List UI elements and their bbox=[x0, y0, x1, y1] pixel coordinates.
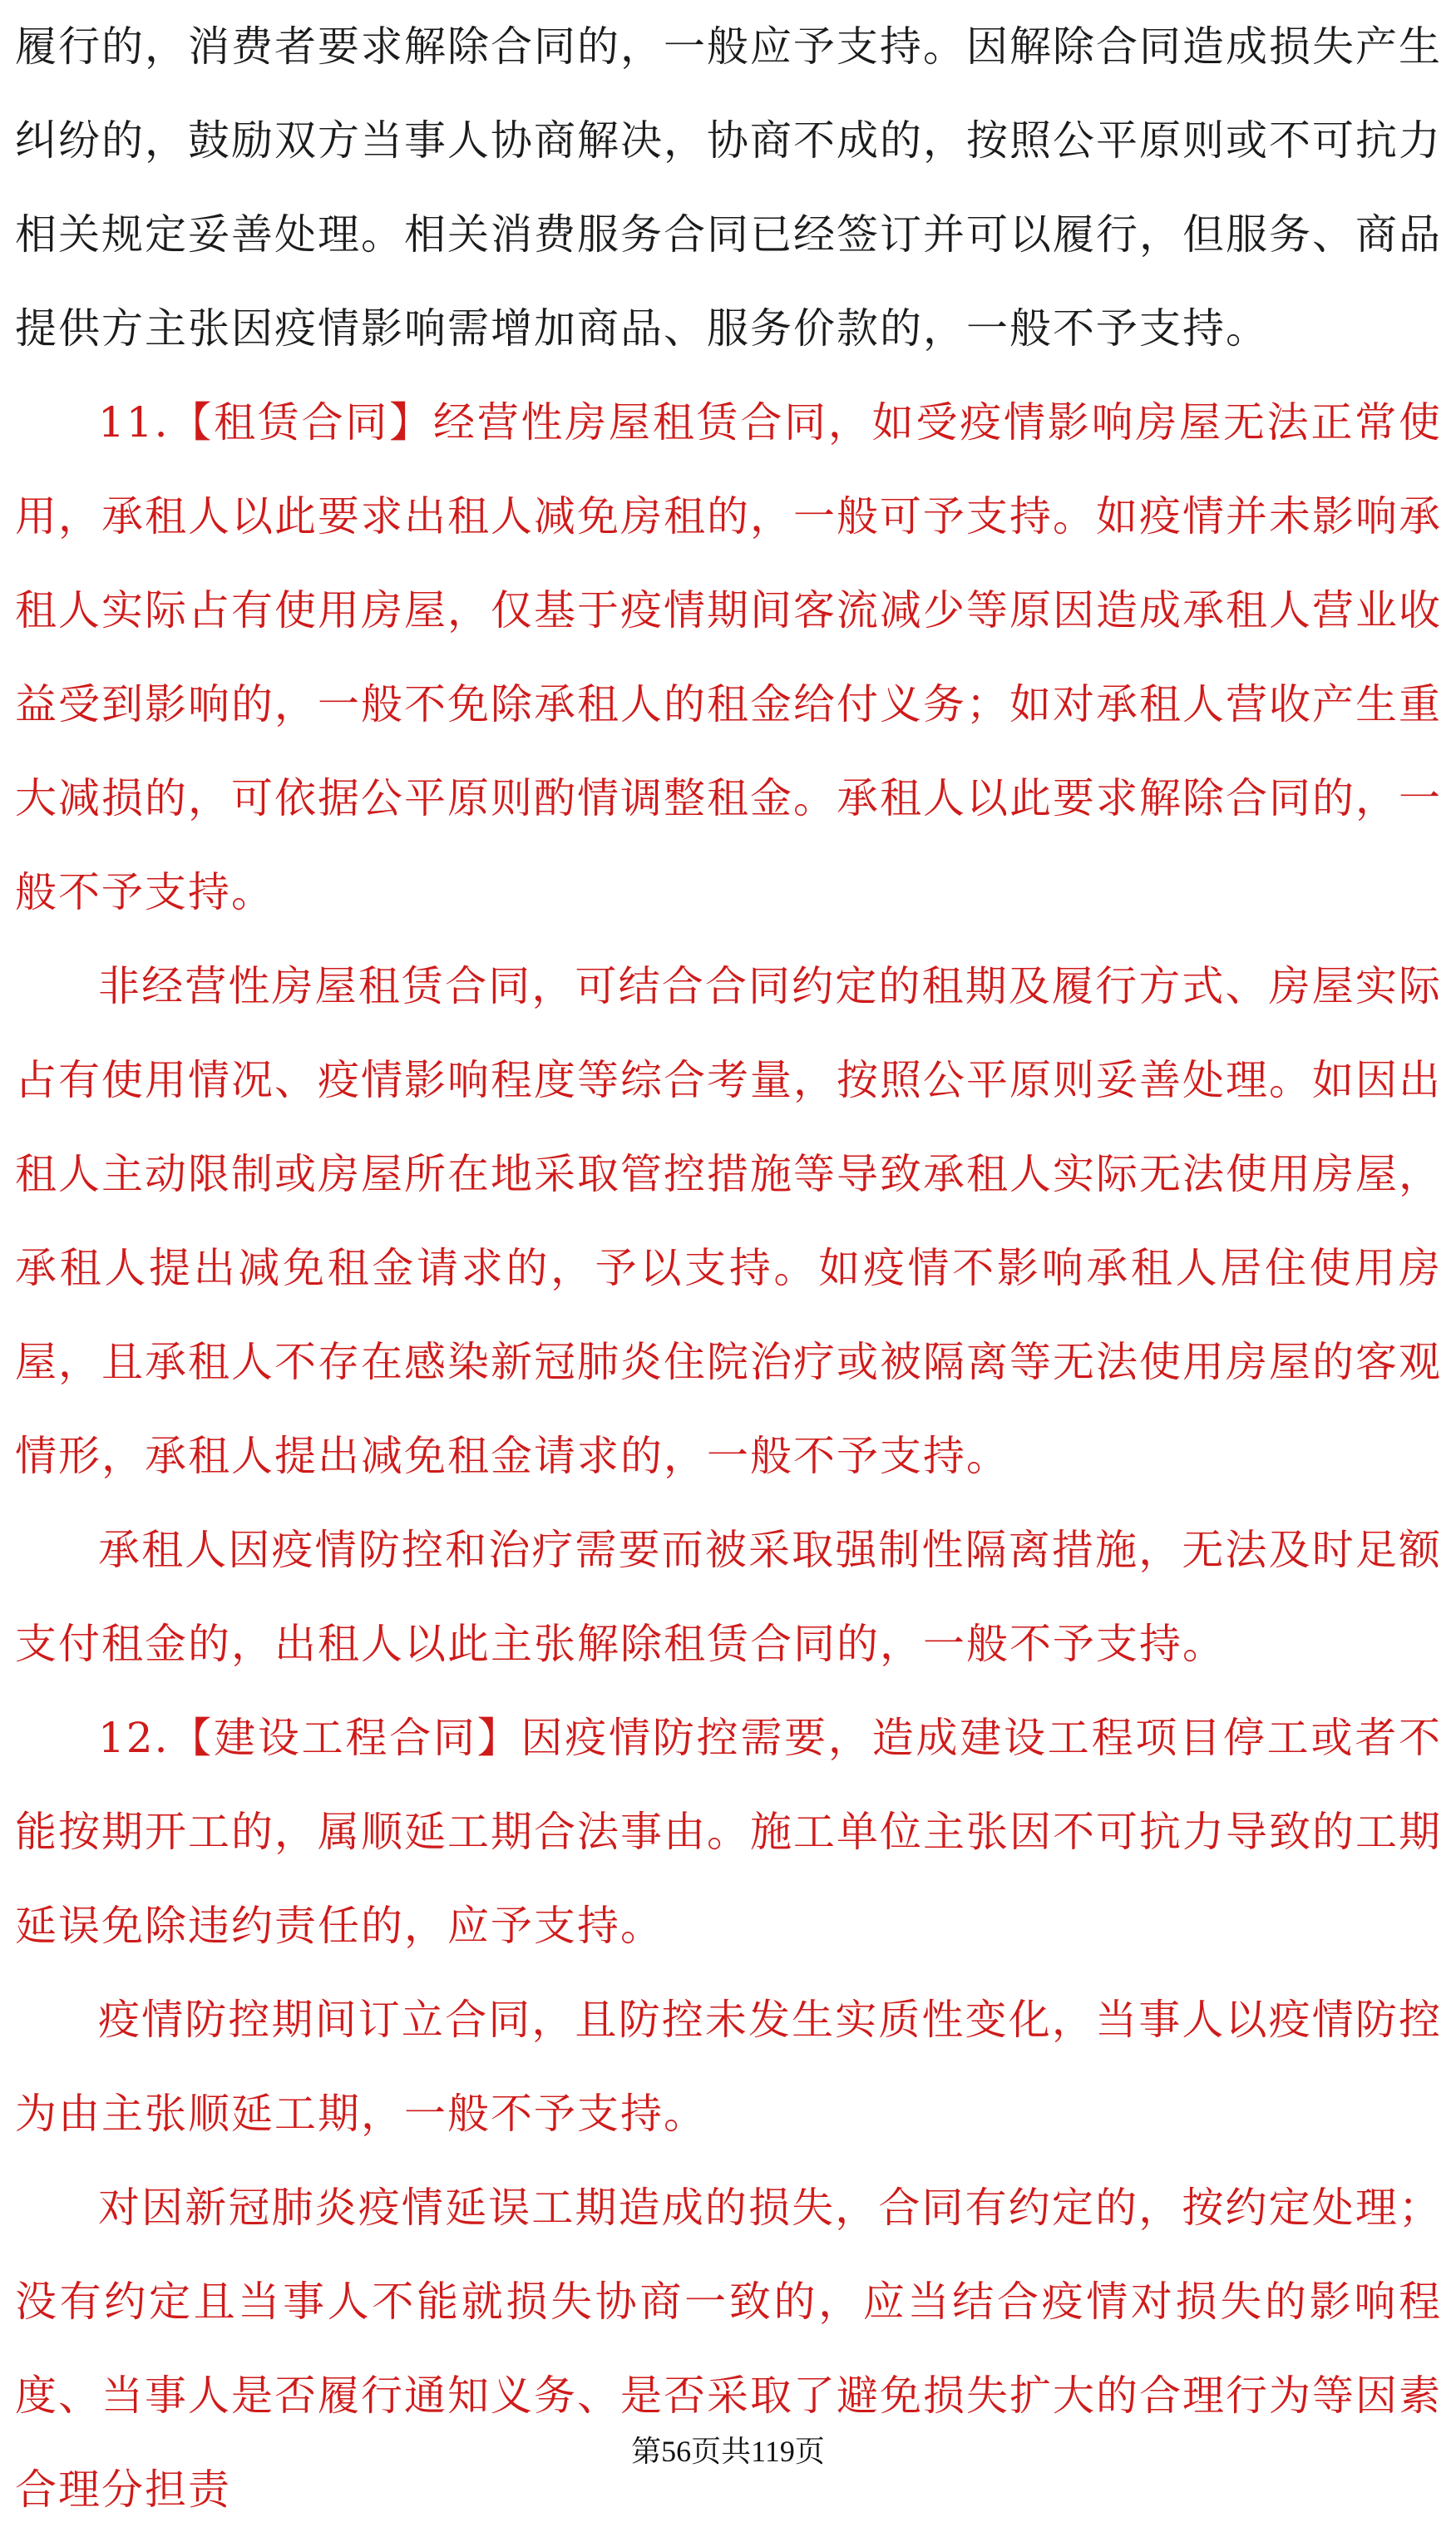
paragraph-lease-contract-heading: 11.【租赁合同】经营性房屋租赁合同，如受疫情影响房屋无法正常使用，承租人以此要求出租人减免房租的，一般可予支持。如疫情并未影响承租人实际占有使用房屋，仅基于疫情期间客流减少等原因造成承租人营业收益受到影响的，一般不免除承租人的租金给付义务；如对承租人营收产生重大减损的，可依据公平原则酌情调整租金。承租人以此要求解除合同的，一般不予支持。 bbox=[15, 398, 1442, 916]
page-body bbox=[15, 0, 1442, 2537]
paragraph-construction-contract-heading: 12.【建设工程合同】因疫情防控需要，造成建设工程项目停工或者不能按期开工的，属顺延工期合法事由。施工单位主张因不可抗力导致的工期延误免除违约责任的，应予支持。 bbox=[15, 1714, 1442, 1950]
paragraph-construction-during-control: 疫情防控期间订立合同，且防控未发生实质性变化，当事人以疫情防控为由主张顺延工期，一般不予支持。 bbox=[15, 1996, 1442, 2138]
paragraph-consumer-contract-continued: 履行的，消费者要求解除合同的，一般应予支持。因解除合同造成损失产生纠纷的，鼓励双方当事人协商解决，协商不成的，按照公平原则或不可抗力相关规定妥善处理。相关消费服务合同已经签订并可以履行，但服务、商品提供方主张因疫情影响需增加商品、服务价款的，一般不予支持。 bbox=[15, 22, 1442, 353]
page-number-footer: 第56页共119页 bbox=[631, 2435, 825, 2468]
paragraph-tenant-quarantine: 承租人因疫情防控和治疗需要而被采取强制性隔离措施，无法及时足额支付租金的，出租人以此主张解除租赁合同的，一般不予支持。 bbox=[15, 1526, 1442, 1668]
paragraph-construction-loss: 对因新冠肺炎疫情延误工期造成的损失，合同有约定的，按约定处理；没有约定且当事人不能就损失协商一致的，应当结合疫情对损失的影响程度、当事人是否履行通知义务、是否采取了避免损失扩大的合理行为等因素合理分担责 bbox=[15, 2184, 1442, 2514]
paragraph-non-commercial-lease: 非经营性房屋租赁合同，可结合合同约定的租期及履行方式、房屋实际占有使用情况、疫情影响程度等综合考量，按照公平原则妥善处理。如因出租人主动限制或房屋所在地采取管控措施等导致承租人实际无法使用房屋，承租人提出减免租金请求的，予以支持。如疫情不影响承租人居住使用房屋，且承租人不存在感染新冠肺炎住院治疗或被隔离等无法使用房屋的客观情形，承租人提出减免租金请求的，一般不予支持。 bbox=[15, 962, 1442, 1480]
